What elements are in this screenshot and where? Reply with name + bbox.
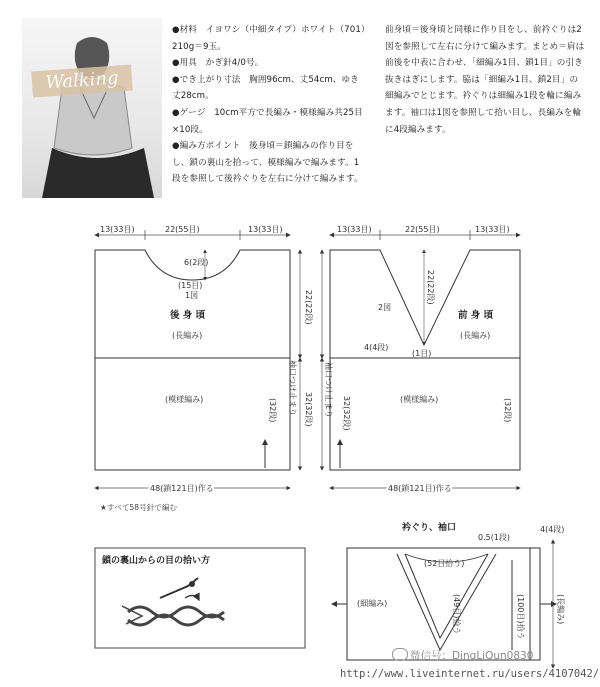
front-side-note: 4(4段): [364, 343, 389, 352]
source-url[interactable]: http://www.liveinternet.ru/users/4107042/: [340, 668, 600, 680]
back-fig: 1図: [185, 291, 199, 300]
collar-sleeve-count: (100目)拾う: [516, 594, 525, 640]
points-text: ●編み方ポイント 後身頃＝鎖編みの作り目をし、鎖の裏山を拾って、模様編みで編みます。1段を参照して後衿ぐりを左右に分けて編みます。: [172, 141, 363, 185]
back-width: 48(鎖121目)作る: [150, 484, 214, 493]
gauge-text: ●ゲージ 10cm平方で長編み・模様編み共25目×10段。: [172, 107, 363, 135]
front-title: 前 身 頃: [458, 310, 494, 321]
back-stitch-top: (長編み): [172, 331, 203, 340]
collar-sleeve-diagram: [332, 524, 566, 668]
collar-sleeve-stitch: (長編み): [556, 594, 565, 625]
size-text: ●でき上がり寸法 胸囲96cm、丈54cm、ゆき丈28cm。: [172, 74, 359, 102]
tools-text: ●用具 かぎ針4/0号。: [172, 58, 264, 69]
back-dim-right: 13(33目): [248, 225, 283, 234]
back-dim-left: 13(33目): [100, 225, 135, 234]
collar-left-stitch: (細編み): [357, 599, 388, 608]
logo: Walking: [31, 65, 133, 98]
collar-title: 衿ぐり、袖口: [402, 523, 457, 533]
front-dim-left: 13(33目): [337, 225, 372, 234]
front-width: 48(鎖121目)作る: [388, 484, 452, 493]
wechat-icon: [392, 648, 408, 661]
front-height-bottom: 32(32段): [342, 396, 351, 431]
front-stitch-body: (模様編み): [400, 395, 439, 404]
front-dim-mid: 22(55目): [405, 225, 440, 234]
back-side-rows: (32段): [268, 398, 277, 423]
collar-sleeve-rows: 4(4段): [540, 525, 565, 534]
front-center: (1目): [412, 349, 432, 358]
back-height-bottom: 32(32段): [304, 392, 313, 427]
front-side-rows: (32段): [503, 398, 512, 423]
front-body-diagram: [322, 225, 520, 493]
back-armhole-label: 袖口つけ止まり: [288, 360, 297, 416]
back-neck-depth: 6(2段): [184, 258, 209, 267]
back-dim-mid: 22(55目): [165, 225, 200, 234]
needle-note: ★すべて58号針で編む: [100, 503, 178, 512]
back-body-diagram: [95, 225, 314, 493]
back-title: 後 身 頃: [170, 310, 206, 321]
front-instructions: 前身頃＝後身頃と同様に作り目をし、前衿ぐりは2図を参照して左右に分けて編みます。まとめ＝肩は前後を中表に合わせ、「細編み1目、鎖1目」の引き抜きはぎにします。脇は「細編み1目、鎖2目」の細編みでとじます。衿ぐりは細編み1段を輪に編みます。袖口は1図を参照して拾い目し、長編みを輪に4段編みます。: [385, 25, 585, 135]
back-neck-count: (15目): [178, 281, 203, 290]
collar-v-count: (49目)拾う: [452, 594, 461, 635]
material-text: ●材料 イヨワシ（中細タイプ）ホワイト（701）210g＝9玉。: [172, 25, 366, 52]
front-v-depth: 22(22段): [426, 270, 435, 305]
front-fig: 2図: [378, 303, 392, 312]
collar-top-count: (52目拾う): [424, 559, 465, 568]
back-height-top: 22(22段): [304, 290, 313, 325]
front-stitch-top: (長編み): [460, 331, 491, 340]
watermark: 微信号：DingLiQun0830: [410, 650, 534, 662]
front-armhole-label: 袖口つけ止まり: [324, 362, 333, 418]
pickup-title: 鎖の裏山からの目の拾い方: [102, 556, 211, 566]
collar-small-note: 0.5(1段): [478, 533, 511, 542]
front-dim-right: 13(33目): [475, 225, 510, 234]
back-stitch-body: (模様編み): [165, 395, 204, 404]
